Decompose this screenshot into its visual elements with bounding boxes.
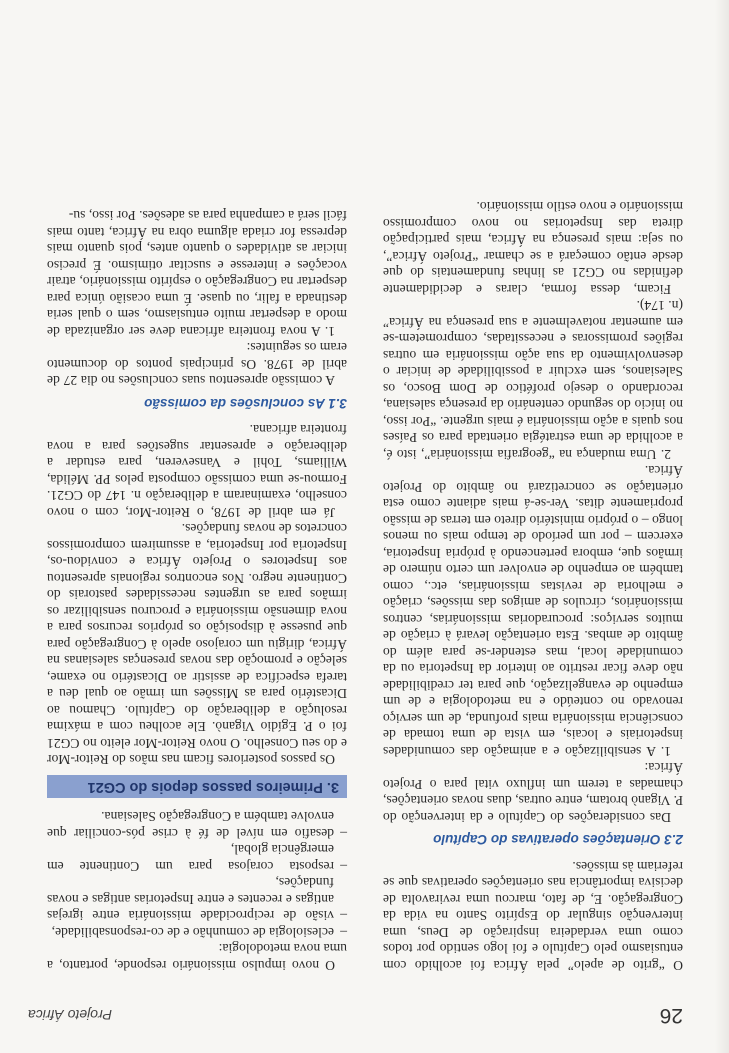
paragraph: O “grito de apelo” pela África foi acolhido com entusiasmo pelo Capítulo e foi logo sentido por todos como uma verdadeira inspiração de Deus, uma intervenção singular do Espírito Santo na vida da Congregação. E, de fato, marcou uma reviravolta de decisiva importância nas orientações operativas que se referiam às missões. <box>383 859 683 973</box>
paragraph: A comissão apresentou suas conclusões no dia 27 de abril de 1978. Os principais pontos do documento eram os seguintes: <box>47 340 347 389</box>
paragraph: Os passos posteriores ficam nas mãos do Reitor-Mor e do seu Conselho. O novo Reitor-Mor eleito no CG21 foi o P. Egídio Viganò. Ele acolheu com a máxima resolução a deliberação do Capítulo. Chamou ao Dicastério para as Missões um irmão ao qual deu a tarefa específica de assistir ao Dicastério no exame, seleção e promoção das novas presenças salesianas na África, dirigiu um corajoso apelo à Congregação para que pusesse à disposição os próprios recursos para a nova dimensão missionária e procurou sensibilizar os irmãos para as urgentes necessidades pastorais do Continente negro. Nos encontros regionais apresentou aos Inspetores o Projeto África e convidou-os, Inspetoria por Inspetoria, a assumirem compromissos concretos de novas fundações. <box>47 521 347 768</box>
section-heading-3: 3. Primeiros passos depois do CG21 <box>47 776 347 799</box>
list-item: – eclesiologia de comunhão e de co-responsabilidade, <box>47 924 347 941</box>
page-number: 26 <box>659 1004 683 1027</box>
running-title: Projeto África <box>28 1007 113 1023</box>
paragraph: Já em abril de 1978, o Reitor-Mor, com o novo conselho, examinaram a deliberação n. 147 do CG21. Formou-se uma comissão composta pelos PP. Mélida, Williams, Tohil e Vanseveren, para estudar a deliberação e apresentar sugestões para a nova fronteira africana. <box>47 422 347 520</box>
section-heading-2-3: 2.3 Orientações operativas do Capítulo <box>433 832 683 848</box>
paragraph: Das considerações do Capítulo e da intervenção do P. Viganò brotam, entre outras, duas novas orientações, chamadas a terem um influxo vital para o Projeto África: <box>383 760 683 825</box>
paragraph: Ficam, dessa forma, claras e decididamente definidas no CG21 as linhas fundamentais do que desde então começará a se chamar “Projeto África”, ou seja: mais presença na África, mais participação direta das Inspetorias no novo compromisso missionário e novo estilo missionário. <box>383 199 683 297</box>
page-header <box>0 987 729 1027</box>
page-spine-shadow <box>715 0 729 1053</box>
left-column <box>383 198 683 973</box>
list-item: – desafio em nível de fé à crise pós-conciliar que envolve também a Congregação Salesiana. <box>47 808 347 841</box>
paragraph: 1. A nova fronteira africana deve ser organizada de modo a despertar muito entusiasmo, sem o qual seria destinada a falir, ou quase. É uma ocasião única para despertar na Congregação o espírito missionário, atrair vocações e interesse e suscitar otimismo. É preciso iniciar as atividades o quanto antes, pois quanto mais depressa for criada alguma obra na África, tanto mais fácil será a campanha para as adesões. Por isso, su- <box>47 208 347 339</box>
list-item: – visão de reciprocidade missionária entre igrejas antigas e recentes e entre Inspetorias antigas e novas fundações, <box>47 874 347 924</box>
list-item: – resposta corajosa para um Continente em emergência global, <box>47 841 347 874</box>
paragraph: 1. A sensibilização e a animação das comunidades inspetoriais e locais, em vista de uma tomada de consciência missionária mais profunda, de um serviço renovado no conteúdo e na metodologia e de um empenho de evangelização, que para ter credibilidade não deve ficar restrito ao interior da Inspetoria ou da comunidade local, mas estender-se para além do âmbito de ambas. Esta orientação levará à criação de muitos serviços: procuradorias missionárias, centros missionários, círculos de amigos das missões, criação e melhoria de revistas missionárias, etc., como também ao empenho de envolver um certo número de irmãos que, embora pertencendo à própria Inspetoria, exercem – por um período de tempo mais ou menos longo – o próprio ministério direto em terras de missão propriamente ditas. Ver-se-á mais adiante como esta orientação se concretizará no âmbito do Projeto África. <box>383 463 683 759</box>
bullet-list <box>47 808 347 940</box>
paragraph: 2. Uma mudança na “geografia missionária”, isto é, a acolhida de uma estratégia orientada para os Países nos quais a ação missionária é mais urgente. “Por isso, no início do segundo centenário da presença salesiana, recordando o desejo profético de Dom Bosco, os Salesianos, sem excluir a possibilidade de iniciar o desenvolvimento da sua ação missionária em outras regiões promissoras e necessitadas, comprometem-se em aumentar notavelmente a sua presença na África” (n. 174). <box>383 298 683 462</box>
paragraph: O novo impulso missionário responde, portanto, a uma nova metodologia: <box>47 941 347 973</box>
right-column <box>47 207 347 973</box>
section-heading-3-1: 3.1 As conclusões da comissão <box>144 396 347 411</box>
